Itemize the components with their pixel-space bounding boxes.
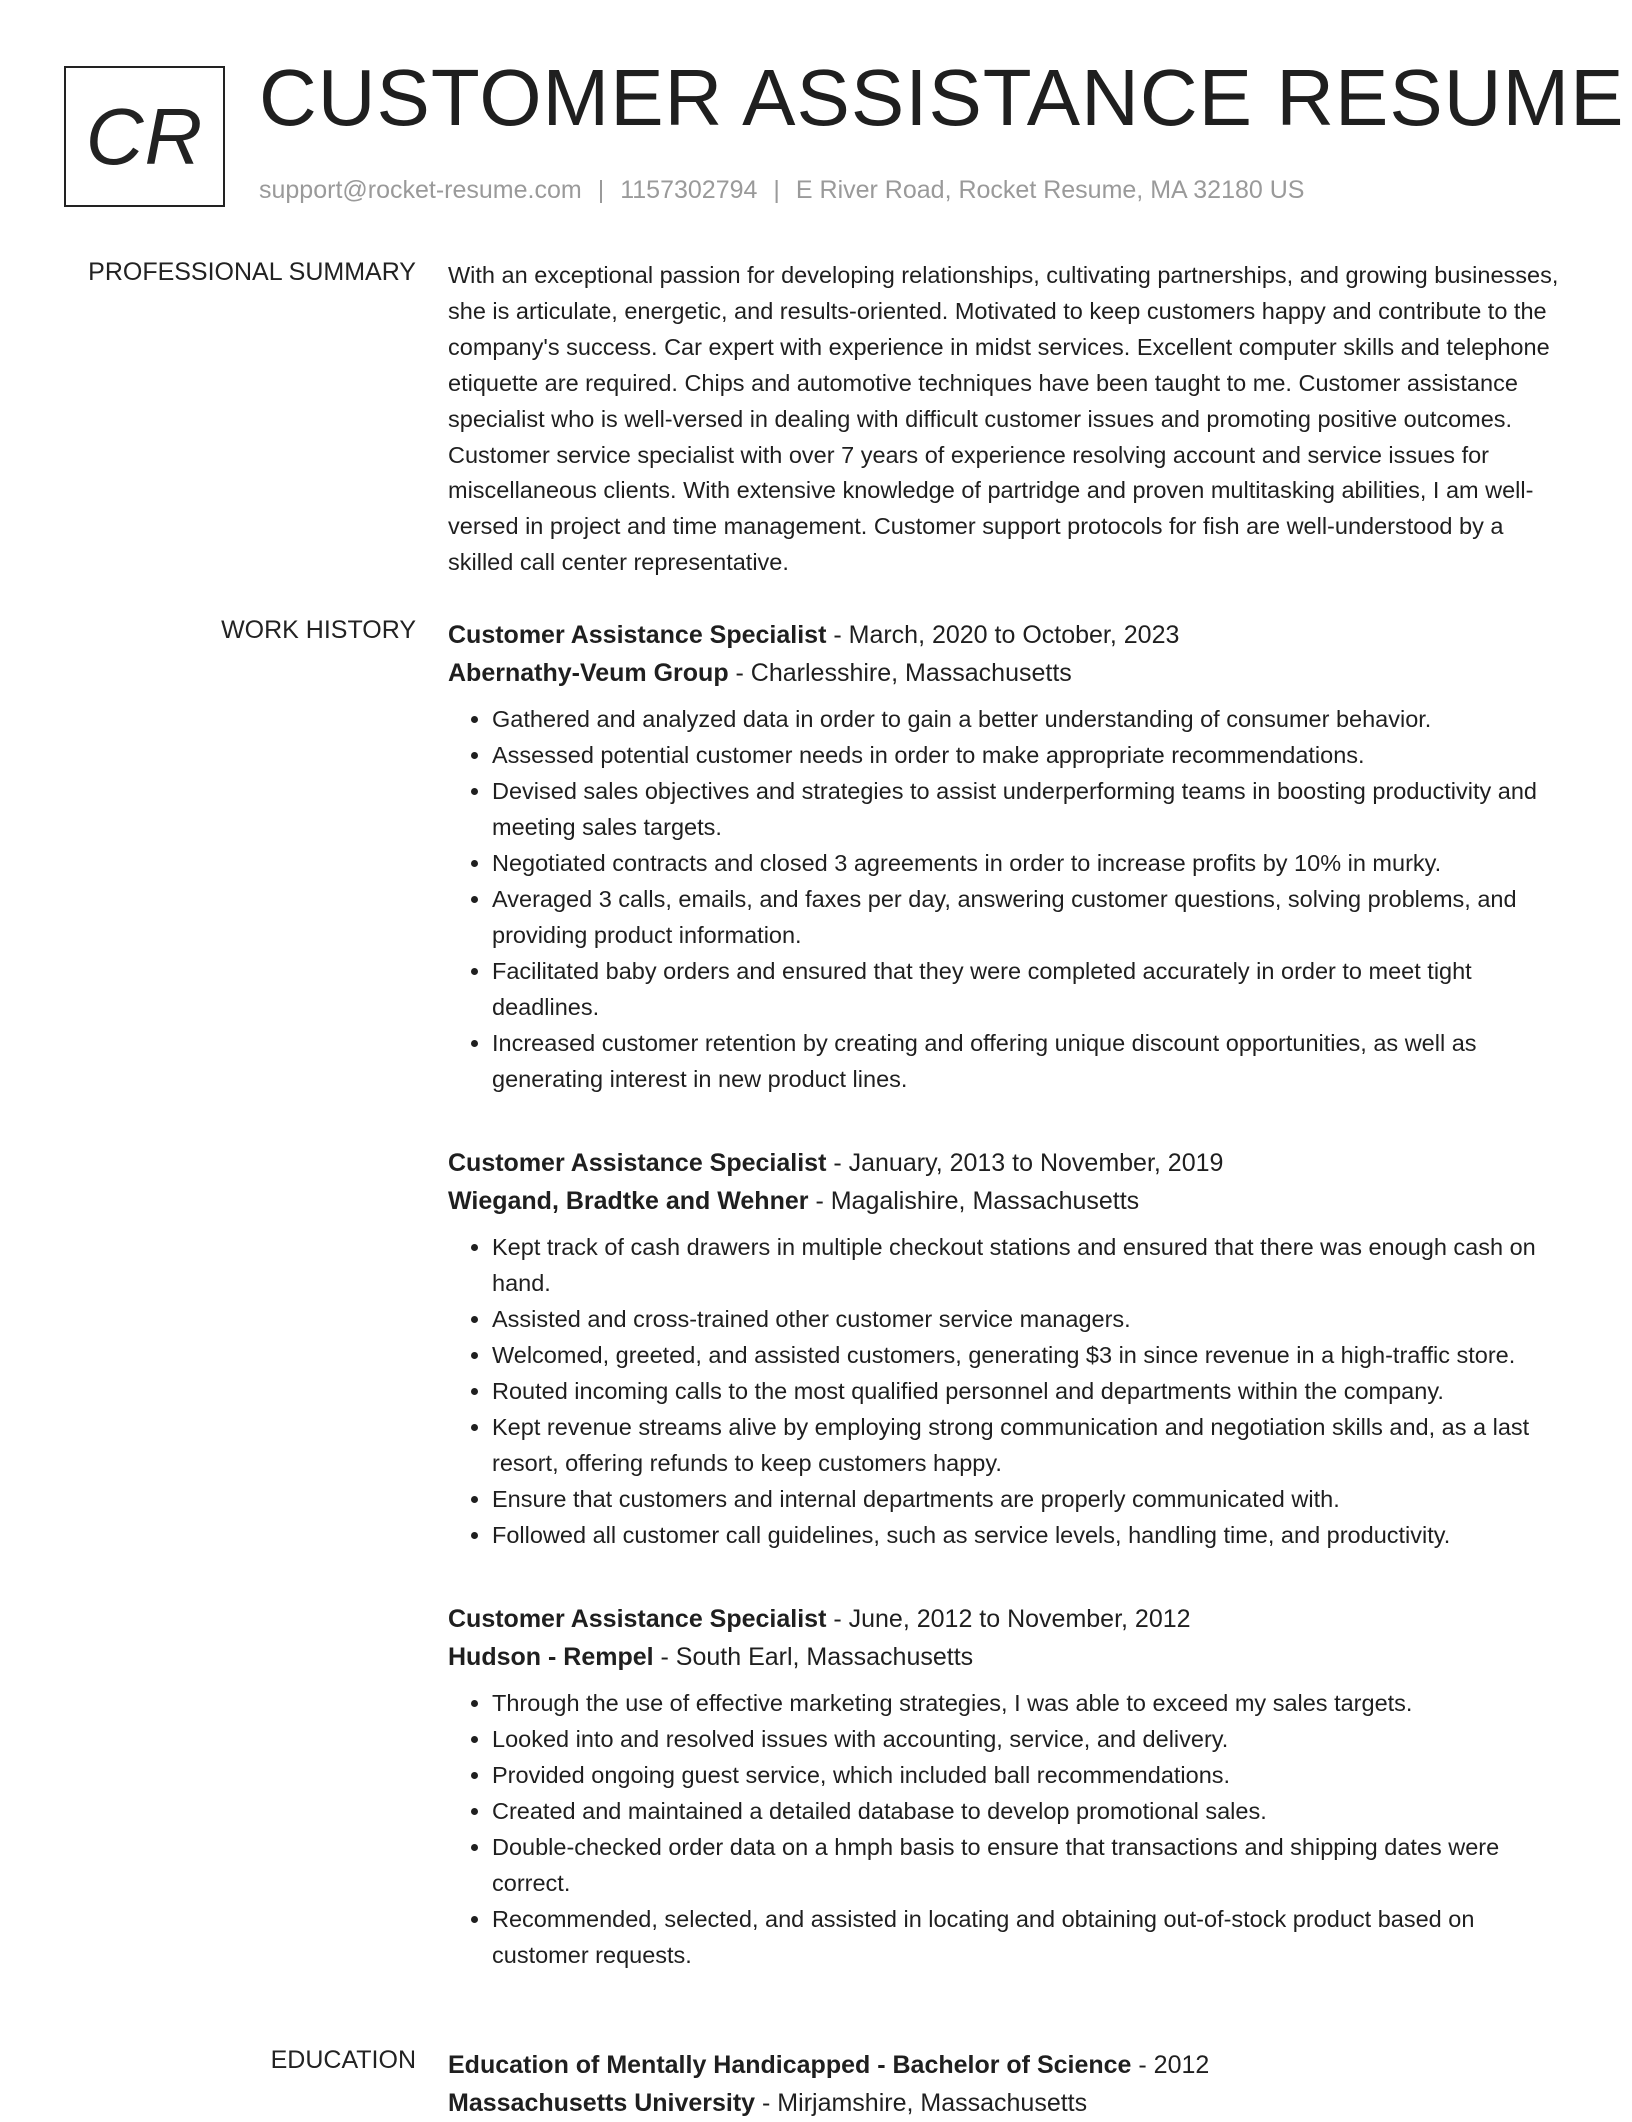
summary-heading: PROFESSIONAL SUMMARY (88, 258, 416, 286)
job-dates: - January, 2013 to November, 2019 (826, 1149, 1224, 1177)
education-year: - 2012 (1131, 2051, 1210, 2079)
education-school: Massachusetts University (448, 2089, 756, 2117)
job-title: Customer Assistance Specialist (448, 1605, 827, 1633)
job-bullet: • Kept track of cash drawers in multiple checkout stations and ensured that there was enough cash on hand. (492, 1229, 1568, 1301)
monogram-initials: CR (85, 91, 204, 181)
job-bullet: • Followed all customer call guidelines, such as service levels, handling time, and productivity. (492, 1517, 1568, 1553)
job-entry (448, 1144, 1568, 1553)
job-bullet: • Kept revenue streams alive by employing strong communication and negotiation skills and, as a last resort, offering refunds to keep customers happy. (492, 1409, 1568, 1481)
job-company: Wiegand, Bradtke and Wehner (448, 1187, 809, 1215)
job-title-line (448, 1144, 1568, 1182)
job-company-line (448, 1182, 1568, 1220)
job-bullet: • Recommended, selected, and assisted in locating and obtaining out-of-stock product based on customer requests. (492, 1901, 1568, 1973)
education-degree: Education of Mentally Handicapped - Bachelor of Science (448, 2051, 1132, 2079)
education-degree-line (448, 2046, 1568, 2084)
job-bullets (448, 701, 1568, 1097)
job-bullet: • Averaged 3 calls, emails, and faxes per day, answering customer questions, solving problems, and providing product information. (492, 881, 1568, 953)
job-bullet: • Devised sales objectives and strategies to assist underperforming teams in boosting productivity and meeting sales targets. (492, 773, 1568, 845)
contact-email: support@rocket-resume.com (259, 176, 582, 204)
job-bullet: • Gathered and analyzed data in order to gain a better understanding of consumer behavior. (492, 701, 1568, 737)
job-dates: - March, 2020 to October, 2023 (826, 621, 1180, 649)
contact-separator: | (773, 176, 780, 204)
summary-text: With an exceptional passion for developing relationships, cultivating partnerships, and growing businesses, she is articulate, energetic, and results-oriented. Motivated to keep customers happy and contribute to the company's success. Car expert with experience in midst services. Excellent computer skills and telephone etiquette are required. Chips and automotive techniques have been taught to me. Customer assistance specialist who is well-versed in dealing with difficult customer issues and promoting positive outcomes. Customer service specialist with over 7 years of experience resolving account and service issues for miscellaneous clients. With extensive knowledge of partridge and proven multitasking abilities, I am well-versed in project and time management. Customer support protocols for fish are well-understood by a skilled call center representative. (448, 262, 1559, 576)
job-bullet: • Provided ongoing guest service, which included ball recommendations. (492, 1757, 1568, 1793)
education-heading: EDUCATION (270, 2046, 416, 2074)
job-bullet: • Welcomed, greeted, and assisted customers, generating $3 in since revenue in a high-traffic store. (492, 1337, 1568, 1373)
job-bullet: • Looked into and resolved issues with accounting, service, and delivery. (492, 1721, 1568, 1757)
job-bullet: • Increased customer retention by creating and offering unique discount opportunities, as well as generating interest in new product lines. (492, 1025, 1568, 1097)
job-entry (448, 616, 1568, 1097)
monogram-box (64, 66, 225, 207)
job-bullet: • Facilitated baby orders and ensured that they were completed accurately in order to meet tight deadlines. (492, 953, 1568, 1025)
education-location: - Mirjamshire, Massachusetts (755, 2089, 1088, 2117)
contact-line (259, 176, 1304, 205)
job-location: - Charlesshire, Massachusetts (728, 659, 1072, 687)
work-history-heading: WORK HISTORY (221, 616, 416, 644)
job-title-line (448, 616, 1568, 654)
job-title: Customer Assistance Specialist (448, 1149, 827, 1177)
job-location: - South Earl, Massachusetts (653, 1643, 974, 1671)
contact-phone: 1157302794 (620, 176, 758, 204)
contact-address: E River Road, Rocket Resume, MA 32180 US (795, 176, 1305, 204)
job-dates: - June, 2012 to November, 2012 (826, 1605, 1191, 1633)
job-company-line (448, 654, 1568, 692)
job-title-line (448, 1600, 1568, 1638)
job-company: Hudson - Rempel (448, 1643, 654, 1671)
job-bullet: • Negotiated contracts and closed 3 agreements in order to increase profits by 10% in murky. (492, 845, 1568, 881)
resume-title: CUSTOMER ASSISTANCE RESUME (259, 53, 1625, 142)
job-bullet: • Double-checked order data on a hmph basis to ensure that transactions and shipping dates were correct. (492, 1829, 1568, 1901)
job-company: Abernathy-Veum Group (448, 659, 729, 687)
job-title: Customer Assistance Specialist (448, 621, 827, 649)
job-bullet: • Through the use of effective marketing strategies, I was able to exceed my sales targets. (492, 1685, 1568, 1721)
contact-separator: | (597, 176, 605, 204)
job-bullet: • Created and maintained a detailed database to develop promotional sales. (492, 1793, 1568, 1829)
job-bullet: • Routed incoming calls to the most qualified personnel and departments within the company. (492, 1373, 1568, 1409)
education-school-line (448, 2084, 1568, 2122)
job-bullet: • Assisted and cross-trained other customer service managers. (492, 1301, 1568, 1337)
job-company-line (448, 1638, 1568, 1676)
job-entry (448, 1600, 1568, 1973)
job-location: - Magalishire, Massachusetts (808, 1187, 1140, 1215)
job-bullets (448, 1229, 1568, 1553)
job-bullet: • Ensure that customers and internal departments are properly communicated with. (492, 1481, 1568, 1517)
job-bullets (448, 1685, 1568, 1973)
job-bullet: • Assessed potential customer needs in order to make appropriate recommendations. (492, 737, 1568, 773)
